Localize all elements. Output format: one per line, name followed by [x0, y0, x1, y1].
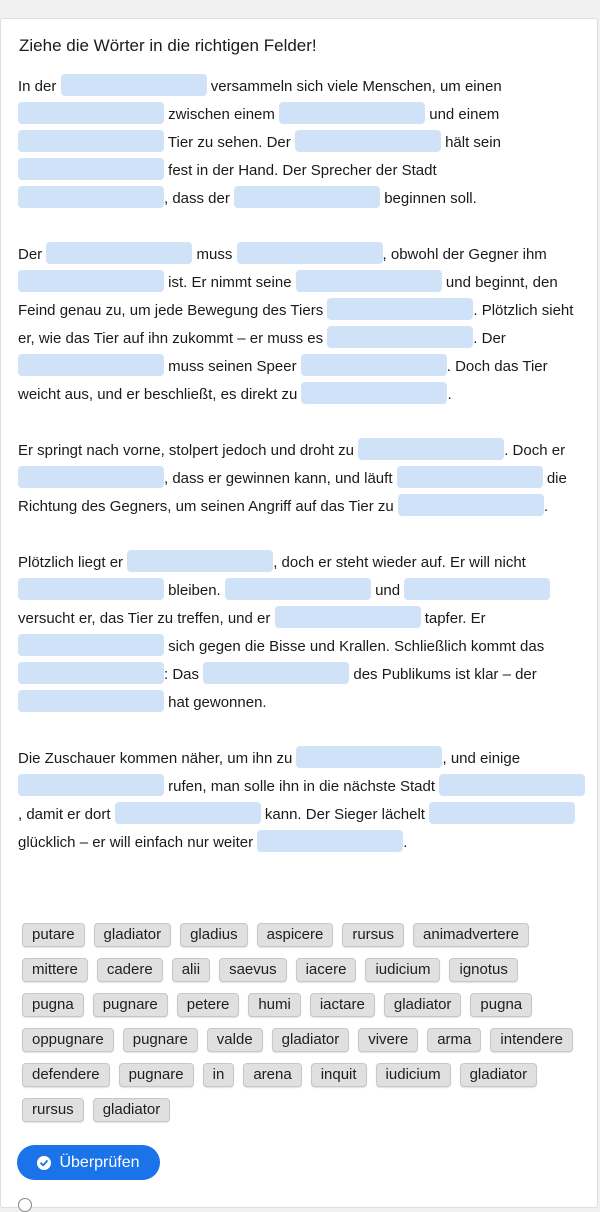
- text-segment: beginnen soll.: [384, 190, 477, 207]
- drop-gap[interactable]: [18, 354, 164, 376]
- word-chip[interactable]: pugnare: [119, 1063, 194, 1087]
- text-segment: Tier zu sehen. Der: [167, 134, 291, 151]
- text-segment: muss: [196, 246, 233, 263]
- drop-gap[interactable]: [257, 830, 403, 852]
- text-segment: und beginnt, den Feind genau zu, um jede Bewegung des Tiers: [18, 274, 558, 319]
- check-circle-icon: [37, 1156, 51, 1170]
- drop-gap[interactable]: [398, 494, 544, 516]
- text-segment: , doch er steht wieder auf. Er will nicht: [273, 554, 526, 571]
- text-segment: fest in der Hand. Der Sprecher der Stadt: [168, 162, 437, 179]
- drop-gap[interactable]: [18, 158, 164, 180]
- text-segment: versammeln sich viele Menschen, um einen: [210, 78, 502, 95]
- radio-indicator: [18, 1198, 32, 1212]
- word-chip[interactable]: petere: [177, 993, 240, 1017]
- drop-gap[interactable]: [225, 578, 371, 600]
- text-segment: hält sein: [445, 134, 501, 151]
- drop-gap[interactable]: [327, 298, 473, 320]
- text-segment: . Doch er: [504, 442, 566, 459]
- text-segment: zwischen einem: [168, 106, 275, 123]
- word-chip[interactable]: gladiator: [272, 1028, 350, 1052]
- exercise-card: [0, 18, 598, 1208]
- word-chip[interactable]: inquit: [311, 1063, 367, 1087]
- text-segment: .: [447, 386, 452, 403]
- word-chip[interactable]: gladiator: [93, 1098, 171, 1122]
- word-chip[interactable]: gladius: [180, 923, 248, 947]
- drop-gap[interactable]: [301, 354, 447, 376]
- text-segment: die Richtung des Gegners, um seinen Angriff auf das Tier zu: [18, 470, 567, 515]
- drop-gap[interactable]: [18, 186, 164, 208]
- word-chip[interactable]: pugnare: [93, 993, 168, 1017]
- drop-gap[interactable]: [18, 270, 164, 292]
- drop-gap[interactable]: [18, 578, 164, 600]
- drop-gap[interactable]: [115, 802, 261, 824]
- drop-gap[interactable]: [18, 662, 164, 684]
- drop-gap[interactable]: [18, 690, 164, 712]
- word-chip[interactable]: rursus: [342, 923, 404, 947]
- drop-gap[interactable]: [301, 382, 447, 404]
- word-chip[interactable]: gladiator: [460, 1063, 538, 1087]
- word-chip[interactable]: valde: [207, 1028, 263, 1052]
- text-segment: Er springt nach vorne, stolpert jedoch und droht zu: [18, 442, 355, 459]
- word-chip[interactable]: putare: [22, 923, 85, 947]
- drop-gap[interactable]: [237, 242, 383, 264]
- text-segment: des Publikums ist klar – der: [353, 666, 537, 683]
- word-chip[interactable]: pugna: [22, 993, 84, 1017]
- word-chip[interactable]: saevus: [219, 958, 287, 982]
- drop-gap[interactable]: [18, 774, 164, 796]
- text-segment: bleiben.: [168, 582, 221, 599]
- text-segment: tapfer. Er: [424, 610, 486, 627]
- drop-gap[interactable]: [296, 270, 442, 292]
- text-segment: rufen, man solle ihn in die nächste Stadt: [168, 778, 436, 795]
- text-segment: , und einige: [442, 750, 521, 767]
- drop-gap[interactable]: [279, 102, 425, 124]
- word-chip[interactable]: ignotus: [449, 958, 517, 982]
- drop-gap[interactable]: [127, 550, 273, 572]
- drop-gap[interactable]: [295, 130, 441, 152]
- text-segment: ist. Er nimmt seine: [168, 274, 292, 291]
- word-chip[interactable]: vivere: [358, 1028, 418, 1052]
- text-segment: Der: [18, 246, 43, 263]
- word-chip[interactable]: aspicere: [257, 923, 334, 947]
- word-chip[interactable]: arma: [427, 1028, 481, 1052]
- drop-gap[interactable]: [18, 634, 164, 656]
- word-chip[interactable]: iudicium: [365, 958, 440, 982]
- text-segment: In der: [18, 78, 57, 95]
- check-button[interactable]: [17, 1145, 160, 1180]
- paragraph-5: [18, 745, 586, 857]
- text-segment: versucht er, das Tier zu treffen, und er: [18, 610, 271, 627]
- word-chip[interactable]: pugna: [470, 993, 532, 1017]
- drop-gap[interactable]: [61, 74, 207, 96]
- text-segment: Plötzlich liegt er: [18, 554, 124, 571]
- text-segment: .: [403, 834, 408, 851]
- paragraph-2: [18, 241, 586, 409]
- text-segment: kann. Der Sieger lächelt: [264, 806, 425, 823]
- word-chip[interactable]: gladiator: [384, 993, 462, 1017]
- word-chip[interactable]: animadvertere: [413, 923, 529, 947]
- cloze-text: [18, 73, 586, 885]
- text-segment: .: [543, 498, 549, 515]
- paragraph-1: [18, 73, 586, 213]
- text-segment: . Doch das Tier weicht aus, und er beschließt, es direkt zu: [18, 358, 548, 403]
- drop-gap[interactable]: [439, 774, 585, 796]
- word-chip[interactable]: cadere: [97, 958, 163, 982]
- word-chip[interactable]: alii: [172, 958, 210, 982]
- word-chip[interactable]: iacere: [296, 958, 357, 982]
- text-segment: Die Zuschauer kommen näher, um ihn zu: [18, 750, 293, 767]
- word-chip[interactable]: pugnare: [123, 1028, 198, 1052]
- word-chip[interactable]: intendere: [490, 1028, 573, 1052]
- word-chip[interactable]: gladiator: [94, 923, 172, 947]
- text-segment: hat gewonnen.: [168, 694, 267, 711]
- text-segment: und einem: [429, 106, 500, 123]
- text-segment: und: [375, 582, 401, 599]
- text-segment: : Das: [164, 666, 200, 683]
- drop-gap[interactable]: [275, 606, 421, 628]
- word-bank: [22, 923, 582, 1122]
- word-chip[interactable]: humi: [248, 993, 301, 1017]
- drop-gap[interactable]: [358, 438, 504, 460]
- text-segment: . Plötzlich sieht er, wie das Tier auf ihn zukommt – er muss es: [18, 302, 574, 347]
- drop-gap[interactable]: [234, 186, 380, 208]
- word-chip[interactable]: oppugnare: [22, 1028, 114, 1052]
- text-segment: . Der: [473, 330, 506, 347]
- word-chip[interactable]: defendere: [22, 1063, 110, 1087]
- word-chip[interactable]: in: [203, 1063, 235, 1087]
- paragraph-4: [18, 549, 586, 717]
- word-chip[interactable]: arena: [243, 1063, 301, 1087]
- drop-gap[interactable]: [18, 102, 164, 124]
- drop-gap[interactable]: [46, 242, 192, 264]
- text-segment: , dass der: [164, 190, 230, 207]
- drop-gap[interactable]: [404, 578, 550, 600]
- drop-gap[interactable]: [397, 466, 543, 488]
- text-segment: , damit er dort: [18, 806, 111, 823]
- drop-gap[interactable]: [203, 662, 349, 684]
- paragraph-3: [18, 437, 586, 521]
- task-title: Ziehe die Wörter in die richtigen Felder!: [19, 36, 317, 55]
- drop-gap[interactable]: [429, 802, 575, 824]
- word-chip[interactable]: iactare: [310, 993, 375, 1017]
- drop-gap[interactable]: [327, 326, 473, 348]
- text-segment: muss seinen Speer: [168, 358, 297, 375]
- word-chip[interactable]: rursus: [22, 1098, 84, 1122]
- text-segment: , obwohl der Gegner ihm: [382, 246, 547, 263]
- check-button-label: Überprüfen: [59, 1153, 140, 1171]
- drop-gap[interactable]: [18, 466, 164, 488]
- text-segment: , dass er gewinnen kann, und läuft: [164, 470, 393, 487]
- drop-gap[interactable]: [296, 746, 442, 768]
- word-chip[interactable]: iudicium: [376, 1063, 451, 1087]
- text-segment: glücklich – er will einfach nur weiter: [18, 834, 254, 851]
- text-segment: sich gegen die Bisse und Krallen. Schließlich kommt das: [168, 638, 545, 655]
- drop-gap[interactable]: [18, 130, 164, 152]
- word-chip[interactable]: mittere: [22, 958, 88, 982]
